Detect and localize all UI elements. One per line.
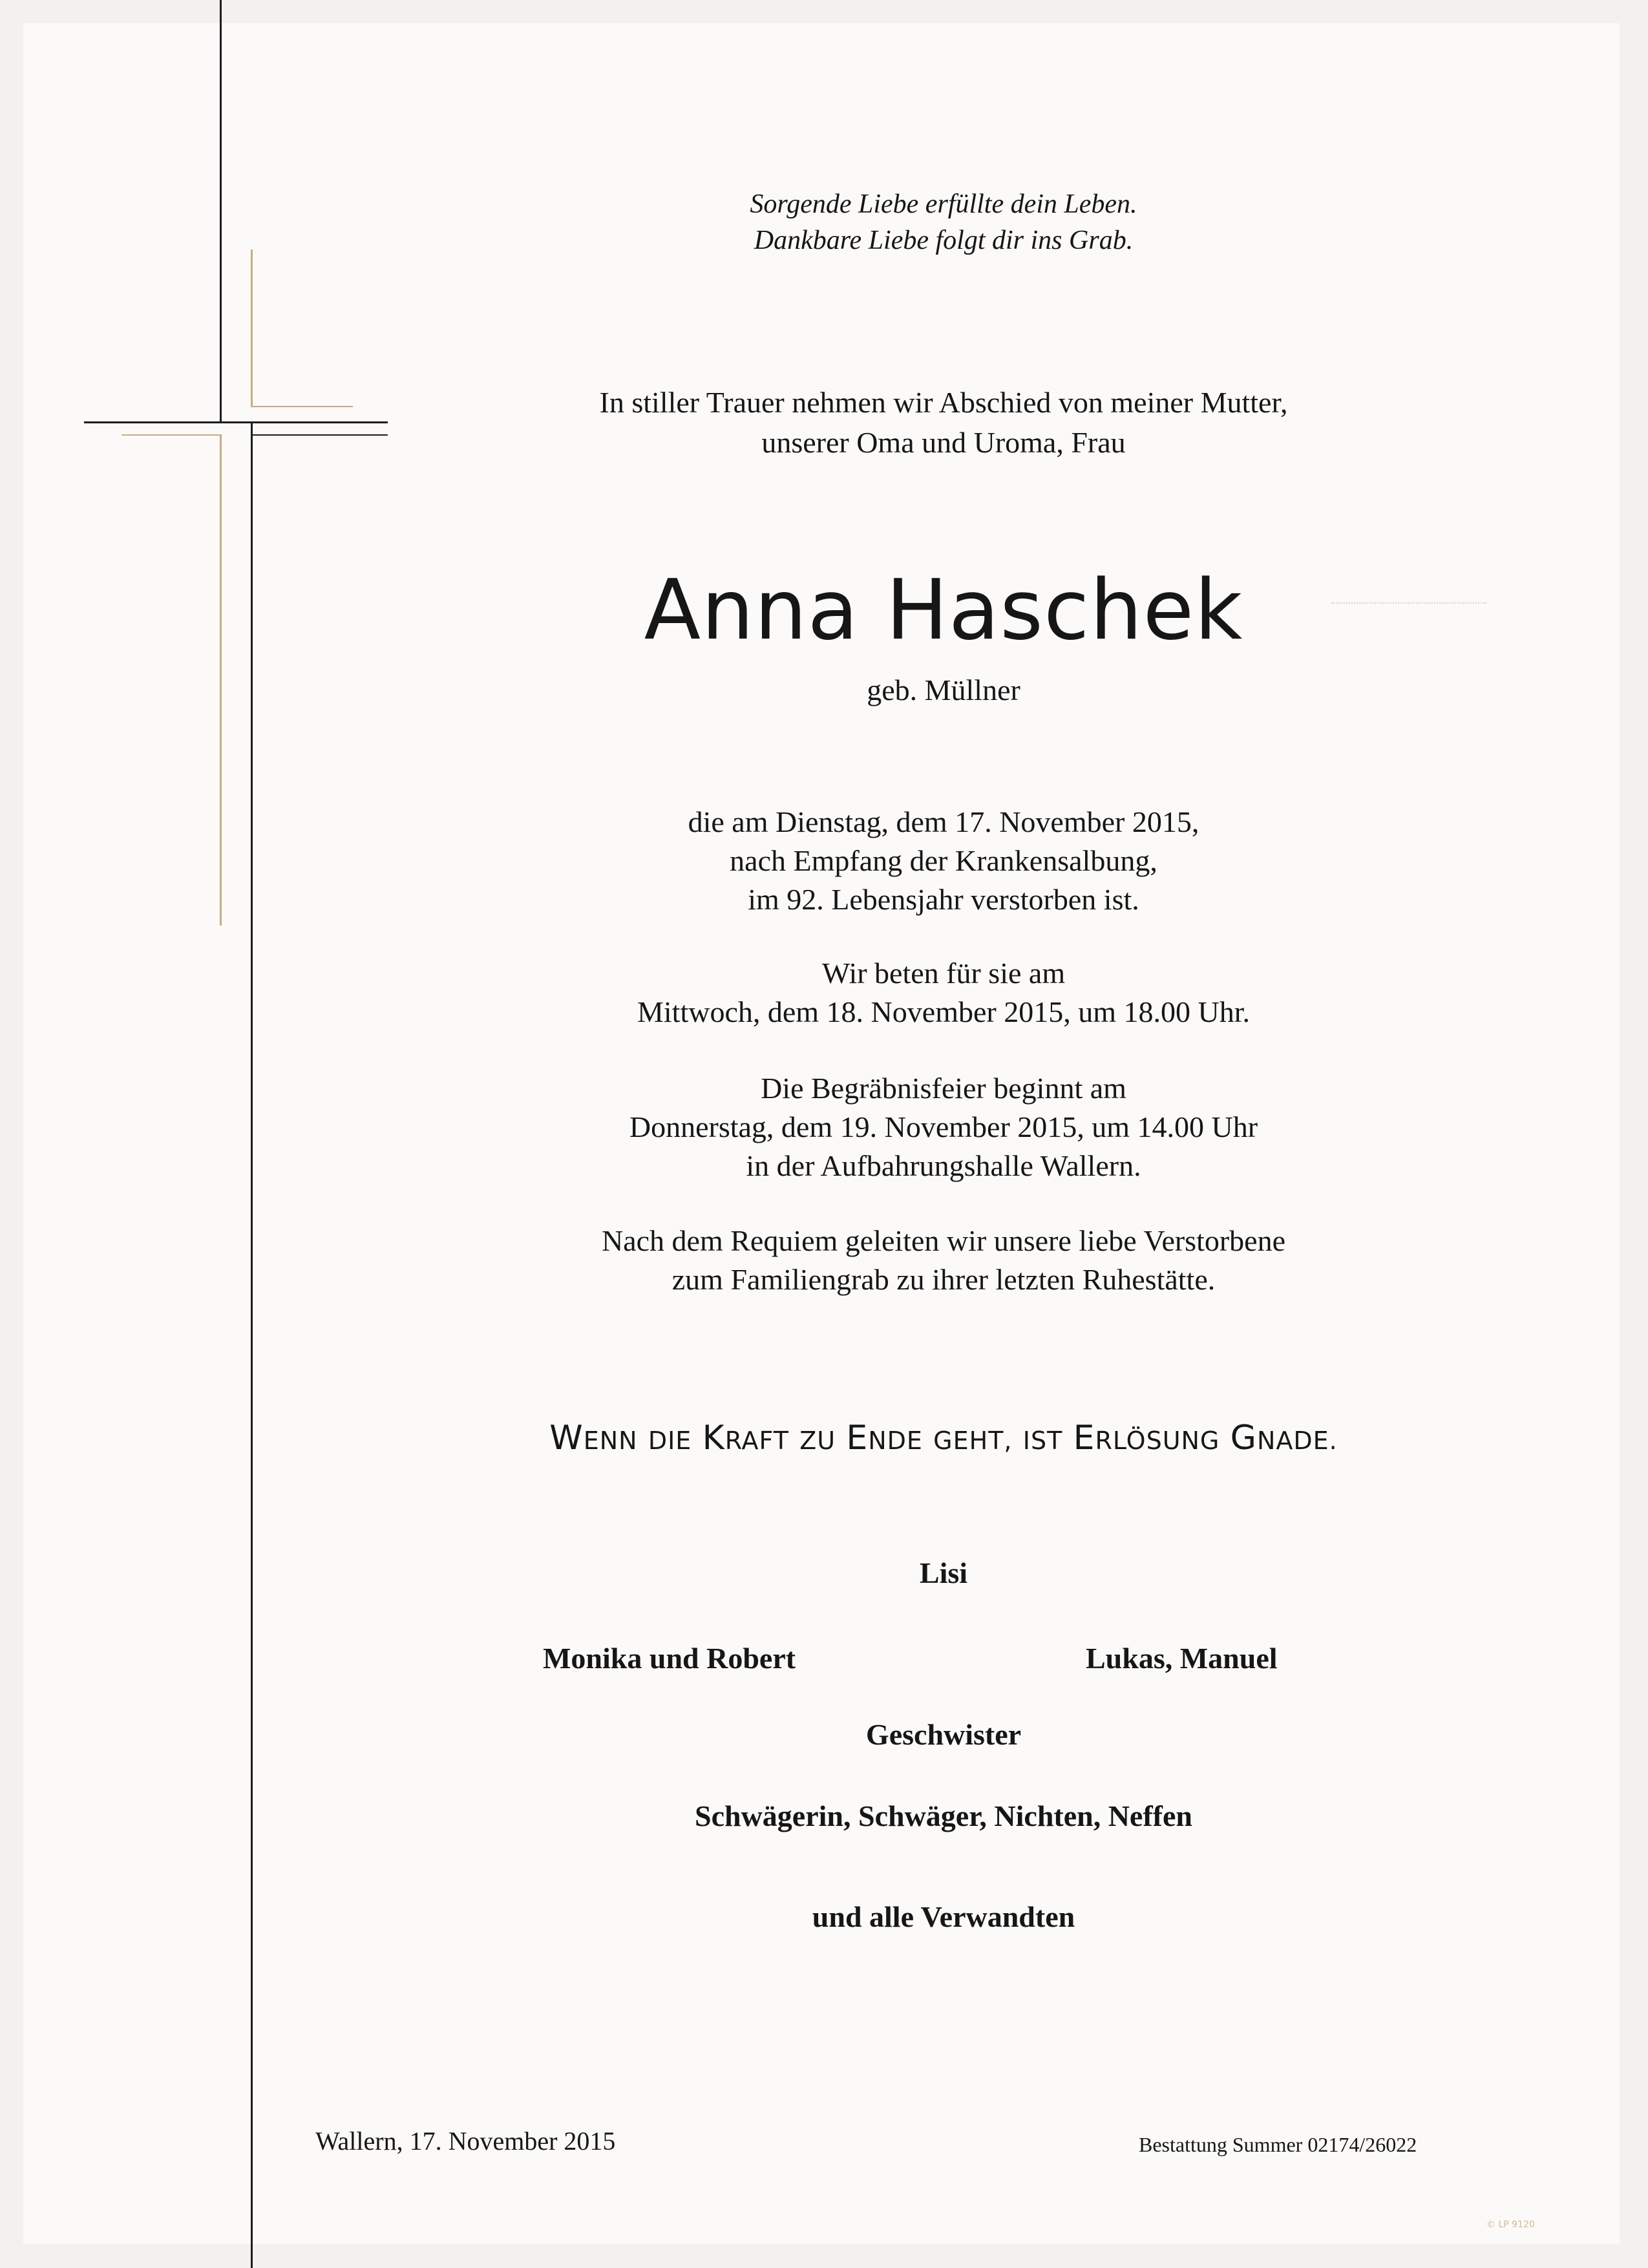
- cross-horizontal-black-lower: [251, 434, 388, 436]
- funeral-line-3: in der Aufbahrungshalle Wallern.: [746, 1149, 1141, 1182]
- quote-word: NDE: [868, 1426, 923, 1455]
- mourner-daughter: Lisi: [919, 1556, 968, 1589]
- deceased-name: Anna Haschek: [644, 562, 1243, 659]
- quote-word: ZU: [799, 1426, 836, 1455]
- requiem-line-1: Nach dem Requiem geleiten wir unsere liebe Verstorbene: [601, 1224, 1286, 1257]
- mourner-siblings: Geschwister: [865, 1718, 1022, 1751]
- prayer-notice: [556, 954, 1331, 1032]
- quote-letter: G: [1230, 1419, 1257, 1457]
- cross-vertical-gold-lower: [220, 434, 222, 926]
- cross-vertical-gold-upper: [251, 249, 253, 406]
- print-code: © LP 9120: [1486, 2220, 1535, 2230]
- mourner-couple: Monika und Robert: [543, 1642, 796, 1675]
- requiem-notice: [491, 1222, 1396, 1299]
- memorial-quote: [491, 1415, 1396, 1463]
- quote-word: RAFT: [724, 1426, 789, 1455]
- funeral-notice: [556, 1069, 1331, 1185]
- quote-word: NADE.: [1256, 1426, 1338, 1455]
- funeral-line-2: Donnerstag, dem 19. November 2015, um 14.00 Uhr: [629, 1110, 1258, 1143]
- requiem-line-2: zum Familiengrab zu ihrer letzten Ruhestätte.: [671, 1263, 1216, 1296]
- birth-name: geb. Müllner: [867, 673, 1020, 706]
- cross-horizontal-black: [84, 421, 388, 423]
- motto-line-2: Dankbare Liebe folgt dir ins Grab.: [754, 226, 1134, 255]
- undertaker-contact: Bestattung Summer 02174/26022: [1139, 2133, 1417, 2156]
- quote-word: IST: [1022, 1426, 1063, 1455]
- quote-letter: K: [702, 1419, 725, 1457]
- mourner-in-laws: Schwägerin, Schwäger, Nichten, Neffen: [694, 1799, 1192, 1832]
- death-notice: [556, 803, 1331, 919]
- death-line-3: im 92. Lebensjahr verstorben ist.: [748, 883, 1139, 916]
- intro-line-2: unserer Oma und Uroma, Frau: [761, 426, 1126, 459]
- funeral-line-1: Die Begräbnisfeier beginnt am: [761, 1072, 1126, 1105]
- motto-line-1: Sorgende Liebe erfüllte dein Leben.: [750, 189, 1137, 219]
- prayer-line-1: Wir beten für sie am: [821, 957, 1066, 990]
- mourner-relatives: und alle Verwandten: [812, 1900, 1075, 1933]
- quote-word: RLÖSUNG: [1095, 1426, 1220, 1455]
- quote-letter: E: [846, 1419, 869, 1457]
- cross-horizontal-gold-upper: [251, 406, 353, 407]
- place-date: Wallern, 17. November 2015: [315, 2126, 616, 2156]
- quote-letter: E: [1073, 1419, 1095, 1457]
- death-line-1: die am Dienstag, dem 17. November 2015,: [688, 805, 1199, 838]
- quote-word: DIE: [648, 1426, 692, 1455]
- motto: [646, 186, 1241, 259]
- death-line-2: nach Empfang der Krankensalbung,: [730, 844, 1157, 877]
- cross-horizontal-gold-lower: [121, 434, 221, 436]
- mourner-grandchildren: Lukas, Manuel: [1086, 1642, 1278, 1675]
- cross-vertical-black-upper: [220, 0, 222, 423]
- quote-word: ENN: [583, 1426, 638, 1455]
- intro-text: [491, 383, 1396, 463]
- quote-letter: W: [549, 1419, 584, 1457]
- intro-line-1: In stiller Trauer nehmen wir Abschied von meiner Mutter,: [599, 386, 1288, 419]
- prayer-line-2: Mittwoch, dem 18. November 2015, um 18.00 Uhr.: [637, 995, 1250, 1028]
- quote-word: GEHT,: [933, 1426, 1013, 1455]
- cross-vertical-black-lower: [251, 423, 253, 2268]
